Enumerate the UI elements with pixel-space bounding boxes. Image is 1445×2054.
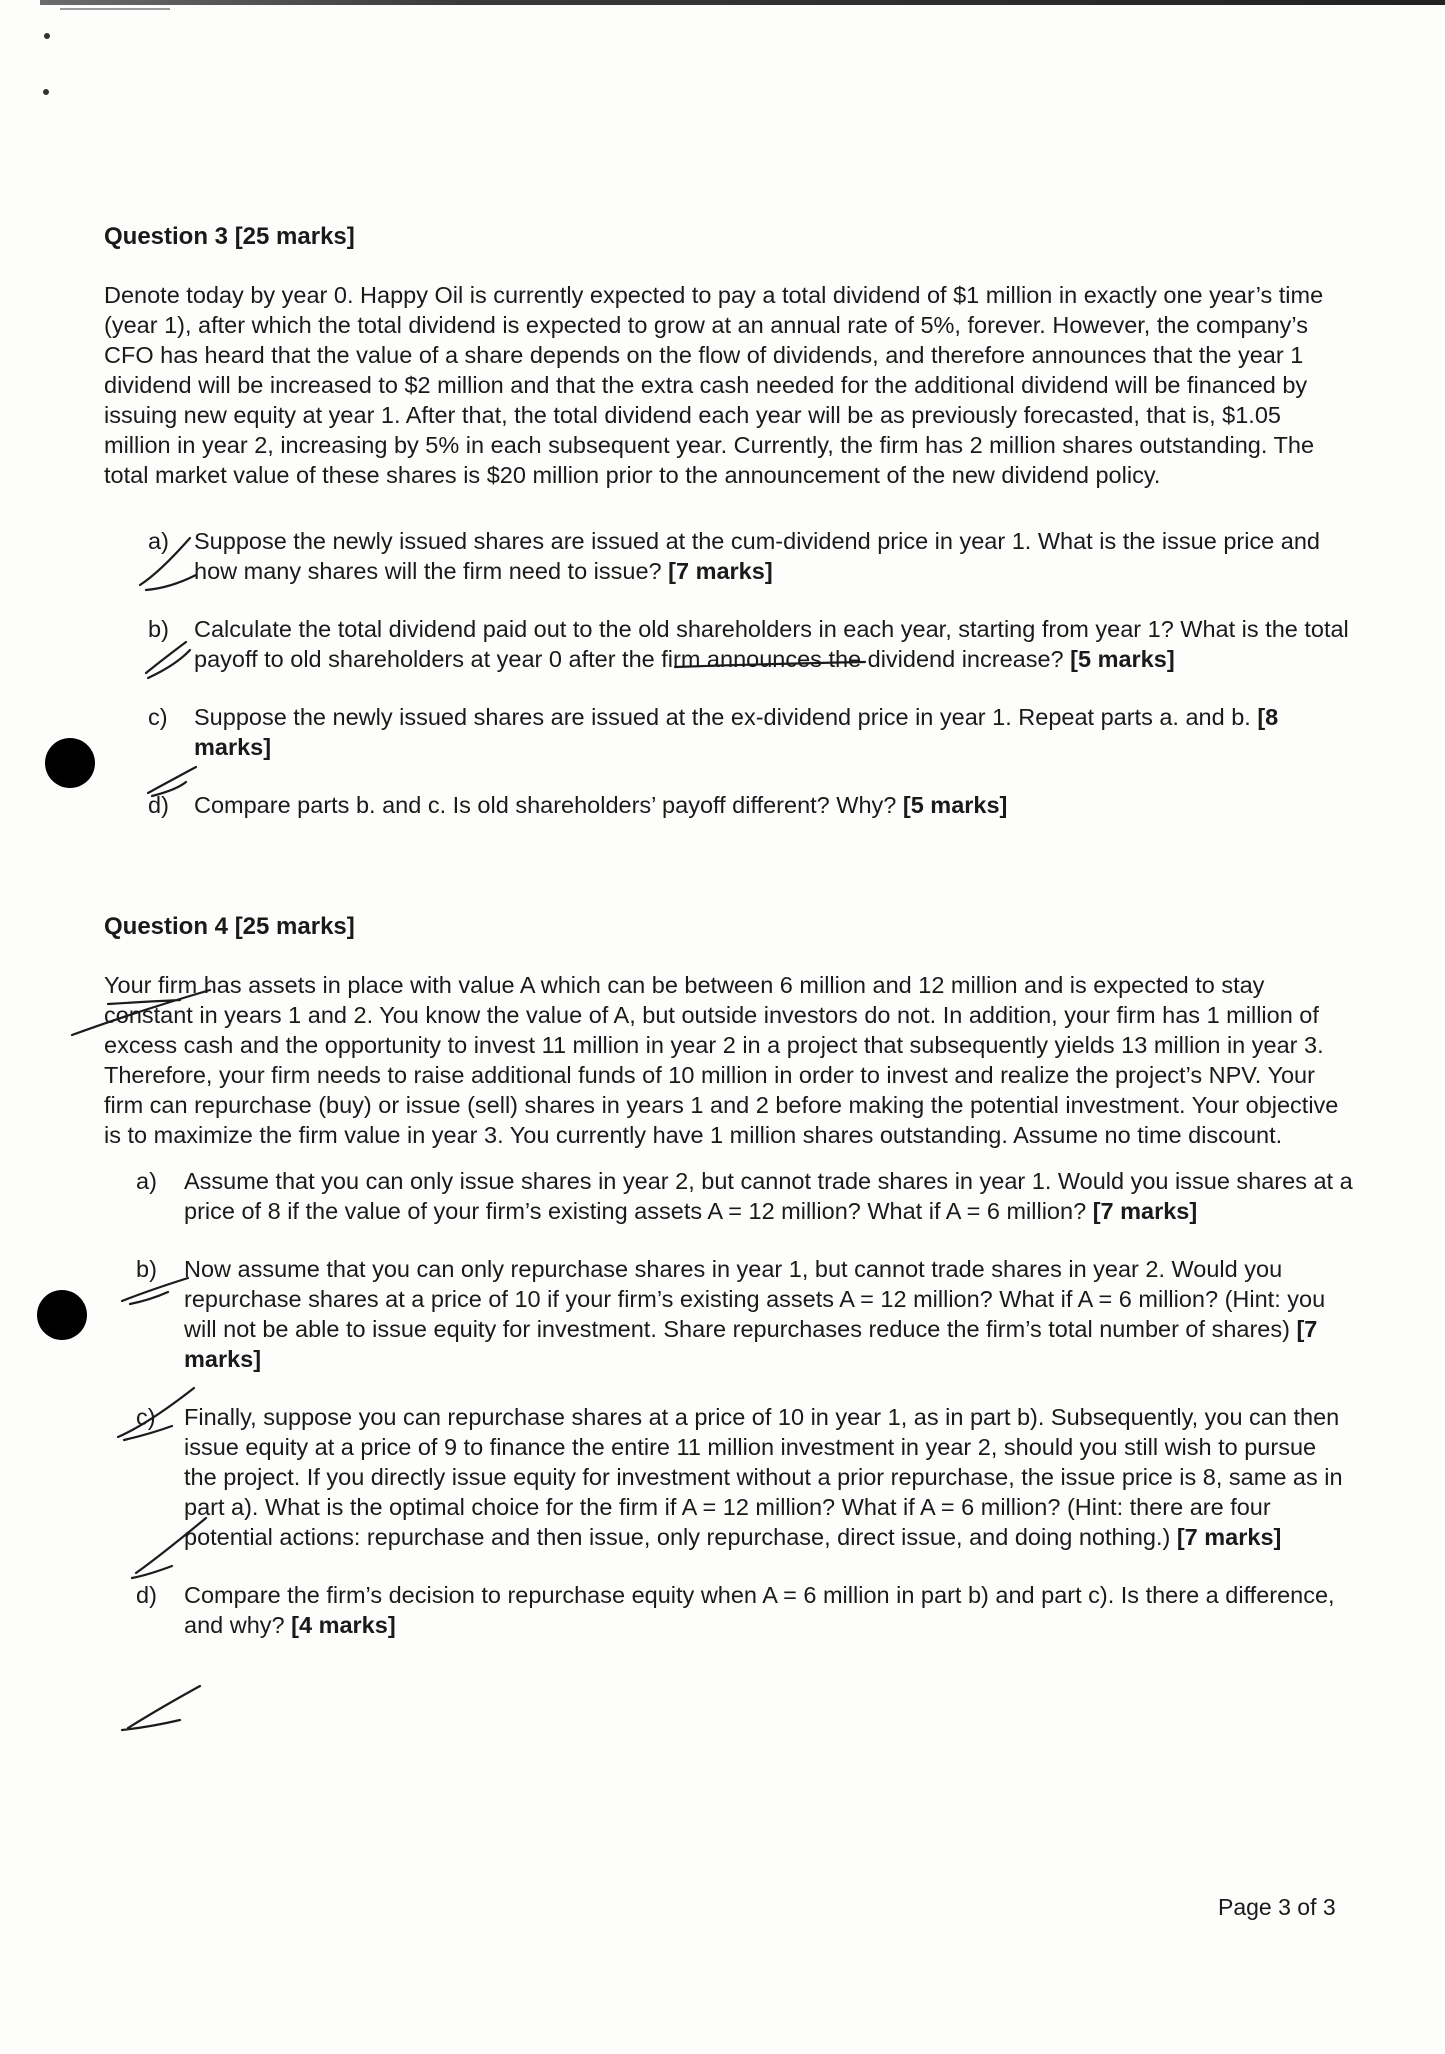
- part-label: c): [136, 1404, 156, 1430]
- scan-speck: [44, 33, 50, 39]
- question-4-part-a: [104, 1166, 1354, 1226]
- part-marks: [4 marks]: [291, 1612, 396, 1638]
- question-4: [104, 912, 1354, 1640]
- part-label: a): [148, 528, 169, 554]
- part-text: Suppose the newly issued shares are issued at the ex-dividend price in year 1. Repeat parts a. and b.: [194, 704, 1258, 730]
- punch-hole: [45, 738, 95, 788]
- part-marks: [8 marks]: [194, 704, 1279, 760]
- question-3-title: Question 3 [25 marks]: [104, 223, 355, 250]
- part-text: Compare the firm’s decision to repurchase equity when A = 6 million in part b) and part c). Is there a difference, and why?: [184, 1582, 1335, 1638]
- question-4-part-c: [104, 1402, 1354, 1552]
- question-3: [104, 222, 1354, 820]
- part-text: Compare parts b. and c. Is old shareholders’ payoff different? Why?: [194, 792, 903, 818]
- exam-page: [104, 222, 1354, 1668]
- question-3-part-a: [104, 526, 1354, 586]
- part-marks: [5 marks]: [902, 792, 1008, 818]
- part-label: b): [136, 1256, 157, 1282]
- part-text: Assume that you can only issue shares in year 2, but cannot trade shares in year 1. Would you issue shares at a price of 8 if the value of your firm’s existing assets A = 12 million? What if A = 6 million?: [184, 1168, 1353, 1224]
- part-label: d): [136, 1582, 157, 1608]
- tick-mark: [122, 1686, 200, 1730]
- question-3-part-c: [104, 702, 1354, 762]
- part-marks: [7 marks]: [668, 558, 773, 584]
- part-text: Calculate the total dividend paid out to the old shareholders in each year, starting from year 1? What is the total payoff to old shareholders at year 0 after the firm announces the dividend increase?: [194, 616, 1349, 672]
- part-marks: [7 marks]: [1176, 1524, 1282, 1550]
- question-4-title: Question 4 [25 marks]: [104, 913, 355, 940]
- scan-top-edge-mark: [60, 8, 170, 10]
- scan-speck: [43, 89, 49, 95]
- question-3-part-b: [104, 614, 1354, 674]
- part-marks: [7 marks]: [1092, 1198, 1198, 1224]
- part-label: b): [148, 616, 169, 642]
- question-4-part-d: [104, 1580, 1354, 1640]
- question-3-part-d: [104, 790, 1354, 820]
- part-label: c): [148, 704, 168, 730]
- part-text: Finally, suppose you can repurchase shares at a price of 10 in year 1, as in part b). Subsequently, you can then issue equity at a price of 9 to finance the entire 11 million investment in year 2, should you still wish to pursue the project. If you directly issue equity for investment without a prior repurchase, the issue price is 8, same as in part a). What is the optimal choice for the firm if A = 12 million? What if A = 6 million? (Hint: there are four potential actions: repurchase and then issue, only repurchase, direct issue, and doing nothing.): [184, 1404, 1343, 1550]
- punch-hole: [37, 1290, 87, 1340]
- part-text: Suppose the newly issued shares are issued at the cum-dividend price in year 1. What is the issue price and how many shares will the firm need to issue?: [194, 528, 1320, 584]
- part-marks: [5 marks]: [1070, 646, 1175, 672]
- question-3-intro: Denote today by year 0. Happy Oil is currently expected to pay a total dividend of $1 million in exactly one year’s time (year 1), after which the total dividend is expected to grow at an annual rate of 5%, forever. However, the company’s CFO has heard that the value of a share depends on the flow of dividends, and therefore announces that the year 1 dividend will be increased to $2 million and that the extra cash needed for the additional dividend will be financed by issuing new equity at year 1. After that, the total dividend each year will be as previously forecasted, that is, $1.05 million in year 2, increasing by 5% in each subsequent year. Currently, the firm has 2 million shares outstanding. The total market value of these shares is $20 million prior to the announcement of the new dividend policy.: [104, 282, 1324, 488]
- part-label: a): [136, 1168, 157, 1194]
- part-label: d): [148, 792, 169, 818]
- part-marks: [7 marks]: [184, 1316, 1318, 1372]
- part-text: Now assume that you can only repurchase shares in year 1, but cannot trade shares in year 2. Would you repurchase shares at a price of 10 if your firm’s existing assets A = 12 million? What if A = 6 million? (Hint: you will not be able to issue equity for investment. Share repurchases reduce the firm’s total number of shares): [184, 1256, 1326, 1342]
- scan-top-edge: [40, 0, 1445, 5]
- question-4-intro: Your firm has assets in place with value A which can be between 6 million and 12 million and is expected to stay constant in years 1 and 2. You know the value of A, but outside investors do not. In addition, your firm has 1 million of excess cash and the opportunity to invest 11 million in year 2 in a project that subsequently yields 13 million in year 3. Therefore, your firm needs to raise additional funds of 10 million in order to invest and realize the project’s NPV. Your firm can repurchase (buy) or issue (sell) shares in years 1 and 2 before making the potential investment. Your objective is to maximize the firm value in year 3. You currently have 1 million shares outstanding. Assume no time discount.: [104, 972, 1339, 1148]
- page-number: Page 3 of 3: [1218, 1894, 1336, 1920]
- question-4-part-b: [104, 1254, 1354, 1374]
